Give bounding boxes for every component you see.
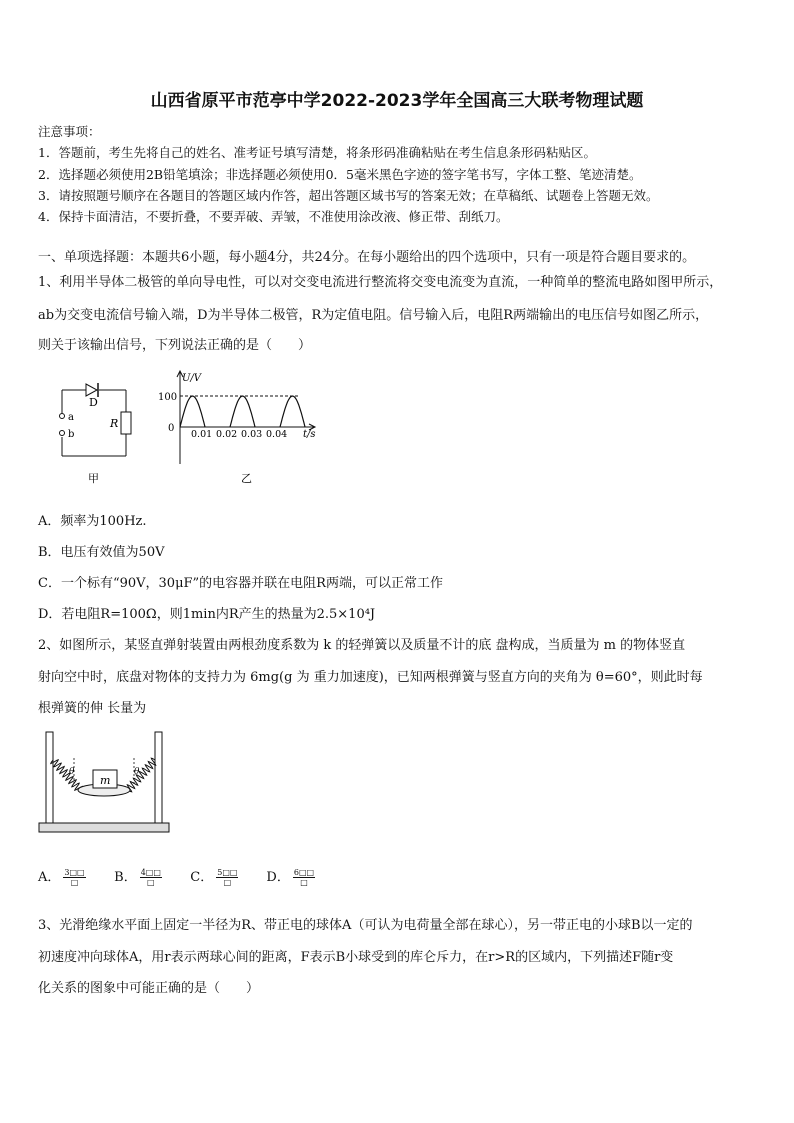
q3-line-3: 化关系的图象中可能正确的是（ ） — [38, 981, 260, 996]
notice-item-4: 4．保持卡面清洁，不要折叠，不要弄破、弄皱，不准使用涂改液、修正带、刮纸刀。 — [38, 209, 509, 224]
left-post — [46, 732, 53, 823]
q2-option-c: C． $\frac{5□□}{□}$ — [190, 868, 238, 887]
fraction-d: $\frac{6□□}{□}$ — [293, 868, 315, 887]
q1-option-a: A．频率为100Hz. — [38, 514, 147, 529]
q1-line-3: 则关于该输出信号，下列说法正确的是（ ） — [38, 338, 312, 353]
circuit-diagram-jia — [50, 370, 150, 485]
page-title: 山西省原平市范亭中学2022-2023学年全国高三大联考物理试题 — [150, 91, 644, 111]
q1-option-d: D．若电阻R=100Ω，则1min内R产生的热量为2.5×10⁴J — [38, 607, 376, 622]
right-post — [155, 732, 162, 823]
spring-launcher-diagram — [38, 728, 170, 838]
pulse-3 — [280, 396, 305, 427]
y-tick-100: 100 — [158, 392, 178, 403]
voltage-graph-yi — [150, 366, 330, 486]
fraction-b: $\frac{4□□}{□}$ — [140, 868, 161, 887]
notice-heading: 注意事项： — [38, 124, 101, 139]
label-m: m — [100, 774, 111, 787]
origin-label: 0 — [168, 423, 175, 434]
x-tick-1: 0.01 — [191, 429, 213, 440]
base-plate — [39, 823, 169, 832]
fraction-c: $\frac{5□□}{□}$ — [217, 868, 238, 887]
label-theta-left: θ — [69, 767, 75, 777]
q2-option-b: B． $\frac{4□□}{□}$ — [114, 868, 161, 887]
x-tick-2: 0.02 — [216, 429, 238, 440]
caption-jia: 甲 — [88, 472, 99, 485]
fraction-a: $\frac{3□□}{□}$ — [64, 868, 85, 887]
label-terminal-a: a — [68, 412, 74, 423]
label-diode-D: D — [89, 396, 98, 409]
q2-line-3: 根弹簧的伸 长量为 — [38, 701, 147, 716]
left-spring — [51, 760, 82, 790]
pulse-1 — [180, 396, 205, 427]
right-spring — [127, 758, 155, 792]
q2-line-2: 射向空中时，底盘对物体的支持力为 6mg(g 为 重力加速度)，已知两根弹簧与竖直方向的夹角为 θ=60°，则此时每 — [38, 670, 703, 685]
section-heading: 一、单项选择题：本题共6小题，每小题4分，共24分。在每小题给出的四个选项中，只有一项是符合题目要求的。 — [38, 250, 696, 265]
q3-line-1: 3、光滑绝缘水平面上固定一半径为R、带正电的球体A（可认为电荷量全部在球心），另一带正电的小球B以一定的 — [38, 918, 693, 933]
label-terminal-b: b — [68, 429, 75, 440]
y-axis-label: U/V — [182, 373, 202, 384]
notice-item-2: 2．选择题必须使用2B铅笔填涂；非选择题必须使用0．5毫米黑色字迹的签字笔书写，字体工整、笔迹清楚。 — [38, 167, 642, 182]
q2-option-a: A． $\frac{3□□}{□}$ — [38, 868, 85, 887]
q2-options — [38, 866, 338, 887]
notice-item-1: 1．答题前，考生先将自己的姓名、准考证号填写清楚，将条形码准确粘贴在考生信息条形码粘贴区。 — [38, 145, 596, 160]
q2-option-d: D． $\frac{6□□}{□}$ — [266, 868, 315, 887]
q2-line-1: 2、如图所示，某竖直弹射装置由两根劲度系数为 k 的轻弹簧以及质量不计的底 盘构成，当质量为 m 的物体竖直 — [38, 638, 686, 653]
label-resistor-R: R — [110, 417, 119, 430]
notice-item-3: 3．请按照题号顺序在各题目的答题区域内作答，超出答题区域书写的答案无效；在草稿纸、试题卷上答题无效。 — [38, 188, 659, 203]
caption-yi: 乙 — [241, 472, 252, 485]
x-tick-4: 0.04 — [266, 429, 288, 440]
pulse-2 — [230, 396, 255, 427]
half-wave-pulses — [180, 396, 305, 427]
q1-line-1: 1、利用半导体二极管的单向导电性，可以对交变电流进行整流将交变电流变为直流，一种简单的整流电路如图甲所示， — [38, 275, 723, 290]
q1-option-c: C．一个标有“90V，30μF”的电容器并联在电阻R两端，可以正常工作 — [38, 576, 443, 591]
q1-line-2: ab为交变电流信号输入端，D为半导体二极管，R为定值电阻。信号输入后，电阻R两端输出的电压信号如图乙所示， — [38, 308, 709, 323]
label-theta-right: θ — [134, 767, 140, 777]
q3-line-2: 初速度冲向球体A，用r表示两球心间的距离，F表示B小球受到的库仑斥力，在r>R的区域内，下列描述F随r变 — [38, 950, 674, 965]
diode-symbol — [86, 384, 97, 396]
x-axis-label: t/s — [303, 429, 316, 440]
x-tick-3: 0.03 — [241, 429, 263, 440]
q1-option-b: B．电压有效值为50V — [38, 545, 165, 560]
